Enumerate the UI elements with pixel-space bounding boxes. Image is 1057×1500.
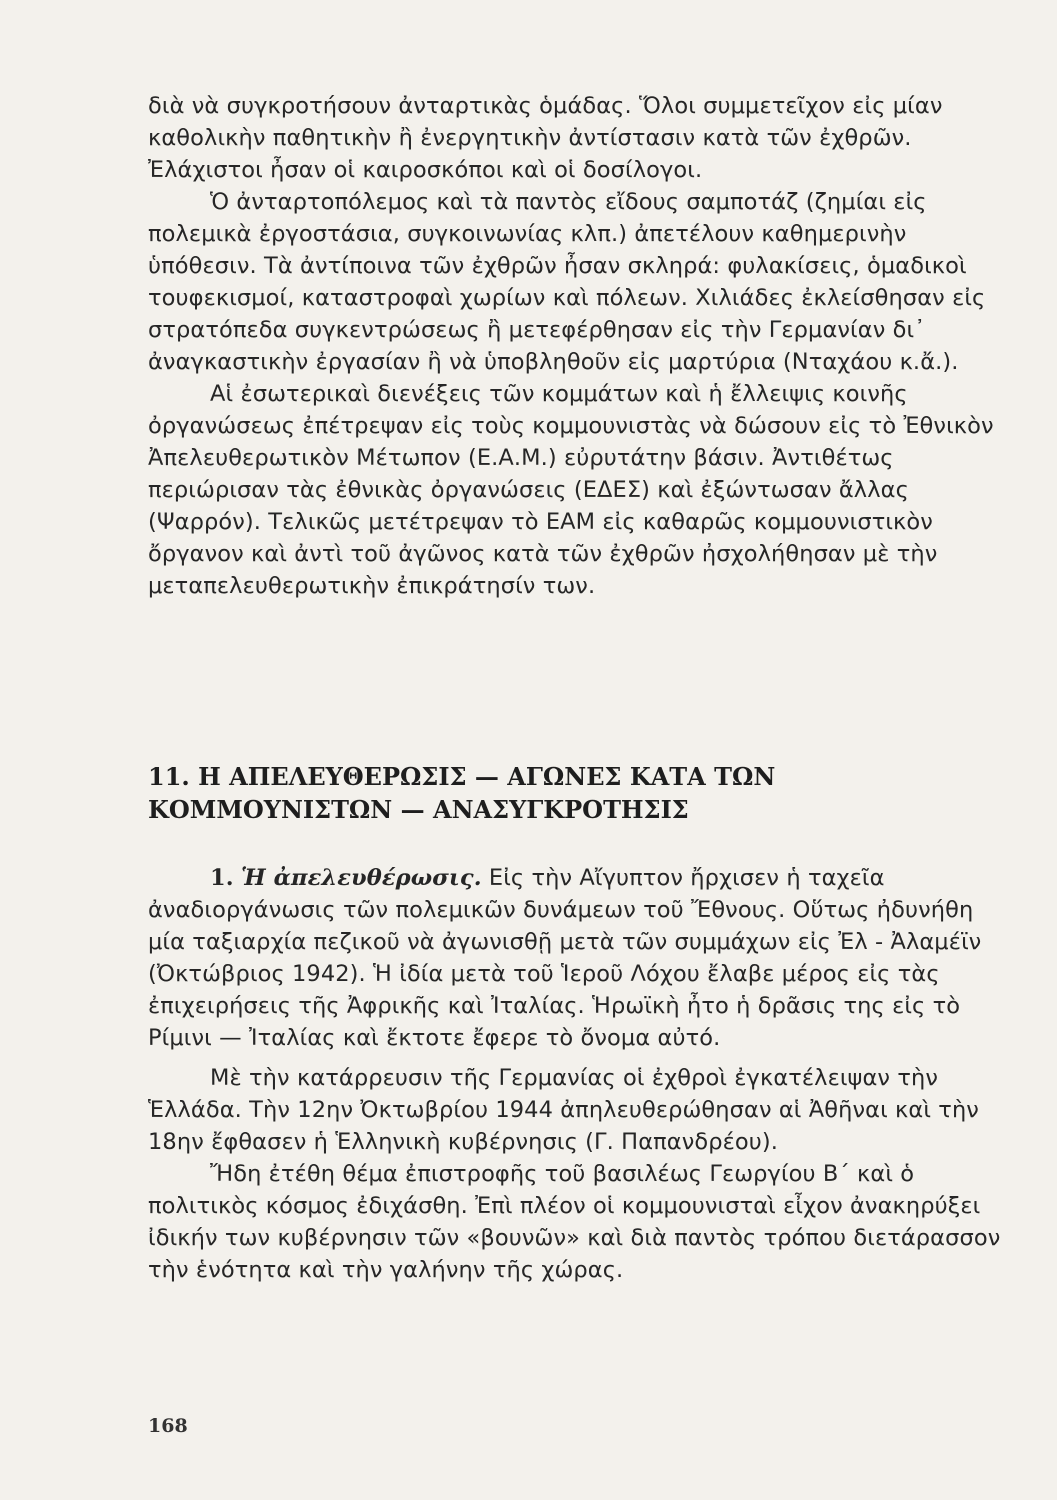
section-heading: 11. Η ΑΠΕΛΕΥΘΕΡΩΣΙΣ — ΑΓΩΝΕΣ ΚΑΤΑ ΤΩΝ ΚΟΜΜΟΥΝΙΣΤΩΝ — ΑΝΑΣΥΓΚΡΟΤΗΣΙΣ	[148, 762, 776, 824]
subsection-paragraph	[148, 862, 1010, 1054]
paragraph-4: Μὲ τὴν κατάρρευσιν τῆς Γερμανίας οἱ ἐχθροὶ ἐγκατέλειψαν τὴν Ἑλλάδα. Τὴν 12ην Ὀκτωβρίου 1944 ἀπηλευθερώθησαν αἱ Ἀθῆναι καὶ τὴν 18ην ἔφθασεν ἡ Ἑλληνικὴ κυβέρνησις (Γ. Παπανδρέου).	[148, 1065, 979, 1155]
paragraph-2: Ὁ ἀνταρτοπόλεμος καὶ τὰ παντὸς εἴδους σαμποτάζ (ζημίαι εἰς πολεμικὰ ἐργοστάσια, συγκοινωνίας κλπ.) ἀπετέλουν καθημερινὴν ὑπόθεσιν. Τὰ ἀντίποινα τῶν ἐχθρῶν ἦσαν σκληρά: φυλακίσεις, ὁμαδικοὶ τουφεκισμοί, καταστροφαὶ χωρίων καὶ πόλεων. Χιλιάδες ἐκλείσθησαν εἰς στρατόπεδα συγκεντρώσεως ἢ μετεφέρθησαν εἰς τὴν Γερμανίαν δι᾽ ἀναγκαστικὴν ἐργασίαν ἢ νὰ ὑποβληθοῦν εἰς μαρτύρια (Νταχάου κ.ἄ.).	[148, 189, 986, 375]
subsection-title: Ἡ ἀπελευθέρωσις.	[240, 865, 482, 891]
page-number: 168	[148, 1415, 188, 1437]
text-block-bottom	[148, 862, 1010, 1286]
subsection-text: Εἰς τὴν Αἴγυπτον ἤρχισεν ἡ ταχεῖα ἀναδιοργάνωσις τῶν πολεμικῶν δυνάμεων τοῦ Ἔθνους. Οὕτως ἠδυνήθη μία ταξιαρχία πεζικοῦ νὰ ἀγωνισθῇ μετὰ τῶν συμμάχων εἰς Ἐλ - Ἀλαμέϊν (Ὀκτώβριος 1942). Ἡ ἰδία μετὰ τοῦ Ἱεροῦ Λόχου ἔλαβε μέρος εἰς τὰς ἐπιχειρήσεις τῆς Ἀφρικῆς καὶ Ἰταλίας. Ἡρωϊκὴ ἦτο ἡ δρᾶσις της εἰς τὸ Ρίμινι — Ἰταλίας καὶ ἔκτοτε ἔφερε τὸ ὄνομα αὐτό.	[148, 865, 982, 1051]
paragraph-3: Αἱ ἐσωτερικαὶ διενέξεις τῶν κομμάτων καὶ ἡ ἔλλειψις κοινῆς ὀργανώσεως ἐπέτρεψαν εἰς τοὺς κομμουνιστὰς νὰ δώσουν εἰς τὸ Ἐθνικὸν Ἀπελευθερωτικὸν Μέτωπον (Ε.Α.Μ.) εὐρυτάτην βάσιν. Ἀντιθέτως περιώρισαν τὰς ἐθνικὰς ὀργανώσεις (ΕΔΕΣ) καὶ ἐξώντωσαν ἄλλας (Ψαρρόν). Τελικῶς μετέτρεψαν τὸ ΕΑΜ εἰς καθαρῶς κομμουνιστικὸν ὄργανον καὶ ἀντὶ τοῦ ἀγῶνος κατὰ τῶν ἐχθρῶν ἠσχολήθησαν μὲ τὴν μεταπελευθερωτικὴν ἐπικράτησίν των.	[148, 381, 994, 599]
subsection-number: 1.	[210, 865, 234, 891]
paragraph-5: Ἤδη ἐτέθη θέμα ἐπιστροφῆς τοῦ βασιλέως Γεωργίου Β΄ καὶ ὁ πολιτικὸς κόσμος ἐδιχάσθη. Ἐπὶ πλέον οἱ κομμουνισταὶ εἶχον ἀνακηρύξει ἰδικήν των κυβέρνησιν τῶν «βουνῶν» καὶ διὰ παντὸς τρόπου διετάρασσον τὴν ἑνότητα καὶ τὴν γαλήνην τῆς χώρας.	[148, 1161, 1001, 1283]
text-block-top	[148, 90, 1010, 602]
paragraph-1: διὰ νὰ συγκροτήσουν ἀνταρτικὰς ὁμάδας. Ὅλοι συμμετεῖχον εἰς μίαν καθολικὴν παθητικὴν ἢ ἐνεργητικὴν ἀντίστασιν κατὰ τῶν ἐχθρῶν. Ἐλάχιστοι ἦσαν οἱ καιροσκόποι καὶ οἱ δοσίλογοι.	[148, 93, 943, 183]
